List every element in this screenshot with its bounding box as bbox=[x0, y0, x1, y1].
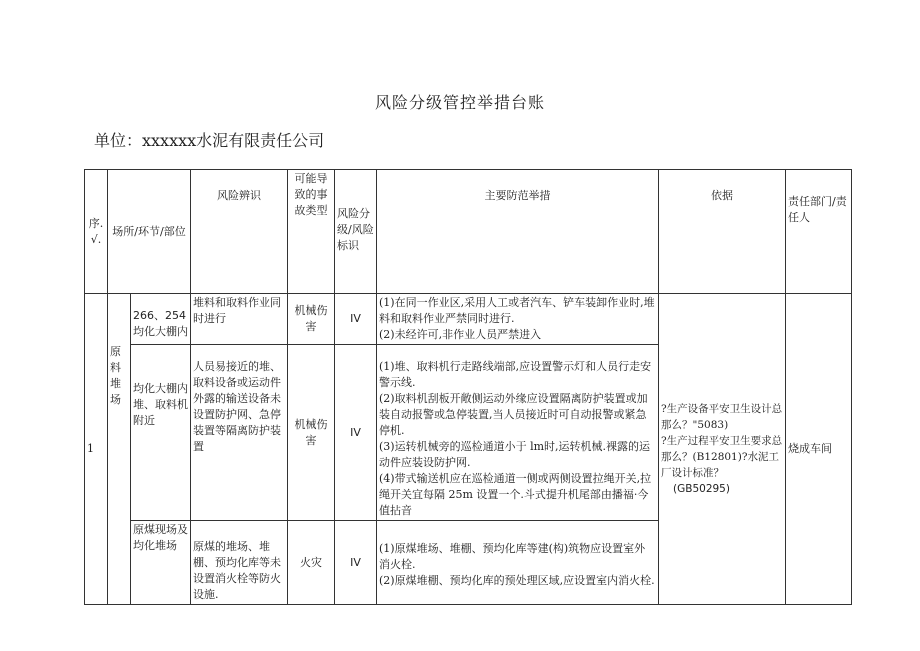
table-row bbox=[85, 294, 852, 345]
measures-cell bbox=[377, 345, 659, 521]
measures-cell bbox=[377, 294, 659, 345]
measure-item: (4)带式输送机应在巡检通道一侧或两侧设置拉绳开关,拉绳开关宜每隔 25m 设置一个.斗式提升机尾部由播福·今值拈音 bbox=[379, 472, 652, 517]
measure-item: (2)未经许可,非作业人员严禁进入 bbox=[379, 328, 542, 341]
header-basis: 依据 bbox=[659, 170, 786, 294]
place-cell: 均化大棚内堆、取料机附近 bbox=[131, 345, 191, 521]
measure-item: (3)运转机械旁的巡检通道小于 lm时,运转机械.裸露的运动件应装设防护网. bbox=[379, 440, 651, 469]
header-row bbox=[85, 170, 852, 294]
measures-cell bbox=[377, 521, 659, 605]
basis-item: (GB50295) bbox=[673, 483, 730, 495]
risk-ledger-table bbox=[84, 169, 852, 605]
header-seq: 序.√. bbox=[85, 170, 108, 294]
header-dept: 责任部门/责任人 bbox=[786, 170, 852, 294]
seq-cell: 1 bbox=[85, 294, 108, 605]
risk-cell: 人员易接近的堆、取料设备或运动件外露的输送设备未设置防护网、急停装置等隔离防护装置 bbox=[191, 345, 288, 521]
measure-item: (1)在同一作业区,采用人工或者汽车、铲车装卸作业时,堆料和取料作业严禁同时进行. bbox=[379, 296, 655, 325]
page-title: 风险分级管控举措台账 bbox=[374, 93, 545, 112]
area-cell: 原料堆场 bbox=[108, 294, 131, 605]
header-accident: 可能导致的事故类型 bbox=[288, 170, 335, 294]
basis-cell bbox=[659, 294, 786, 605]
measure-item: (1)原煤堆场、堆棚、预均化库等建(构)筑物应设置室外消火栓. bbox=[379, 542, 646, 571]
basis-item: ?生产设备平安卫生设计总那么？"5083) bbox=[661, 403, 783, 431]
place-cell: 266、254均化大棚内 bbox=[131, 294, 191, 345]
place-cell: 原煤现场及均化堆场 bbox=[131, 521, 191, 605]
level-cell: IV bbox=[335, 294, 377, 345]
measure-item: (2)取料机刮板开敞侧运动外缘应设置隔离防护装置或加装自动报警或急停装置,当人员接近时可自动报警或紧急停机. bbox=[379, 392, 648, 437]
basis-item: ?生产过程平安卫生要求总那么？(B12801)?水泥工厂设计标准？ bbox=[661, 435, 783, 479]
accident-cell: 机械伤害 bbox=[288, 294, 335, 345]
level-cell: IV bbox=[335, 521, 377, 605]
measure-item: (1)堆、取料机行走路线端部,应设置警示灯和人员行走安警示线. bbox=[379, 360, 652, 389]
header-measures: 主要防范举措 bbox=[377, 170, 659, 294]
header-risk: 风险辨识 bbox=[191, 170, 288, 294]
dept-cell: 烧成车间 bbox=[786, 294, 852, 605]
accident-cell: 火灾 bbox=[288, 521, 335, 605]
risk-cell: 原煤的堆场、堆棚、预均化库等未设置消火栓等防火设施. bbox=[191, 521, 288, 605]
measure-item: (2)原煤堆棚、预均化库的预处理区域,应设置室内消火栓. bbox=[379, 574, 655, 587]
unit-line: 单位：xxxxxx水泥有限责任公司 bbox=[94, 131, 325, 150]
risk-cell: 堆料和取料作业同时进行 bbox=[191, 294, 288, 345]
header-level: 风险分级/风险标识 bbox=[335, 170, 377, 294]
level-cell: IV bbox=[335, 345, 377, 521]
header-place: 场所/环节/部位 bbox=[108, 170, 191, 294]
accident-cell: 机械伤害 bbox=[288, 345, 335, 521]
